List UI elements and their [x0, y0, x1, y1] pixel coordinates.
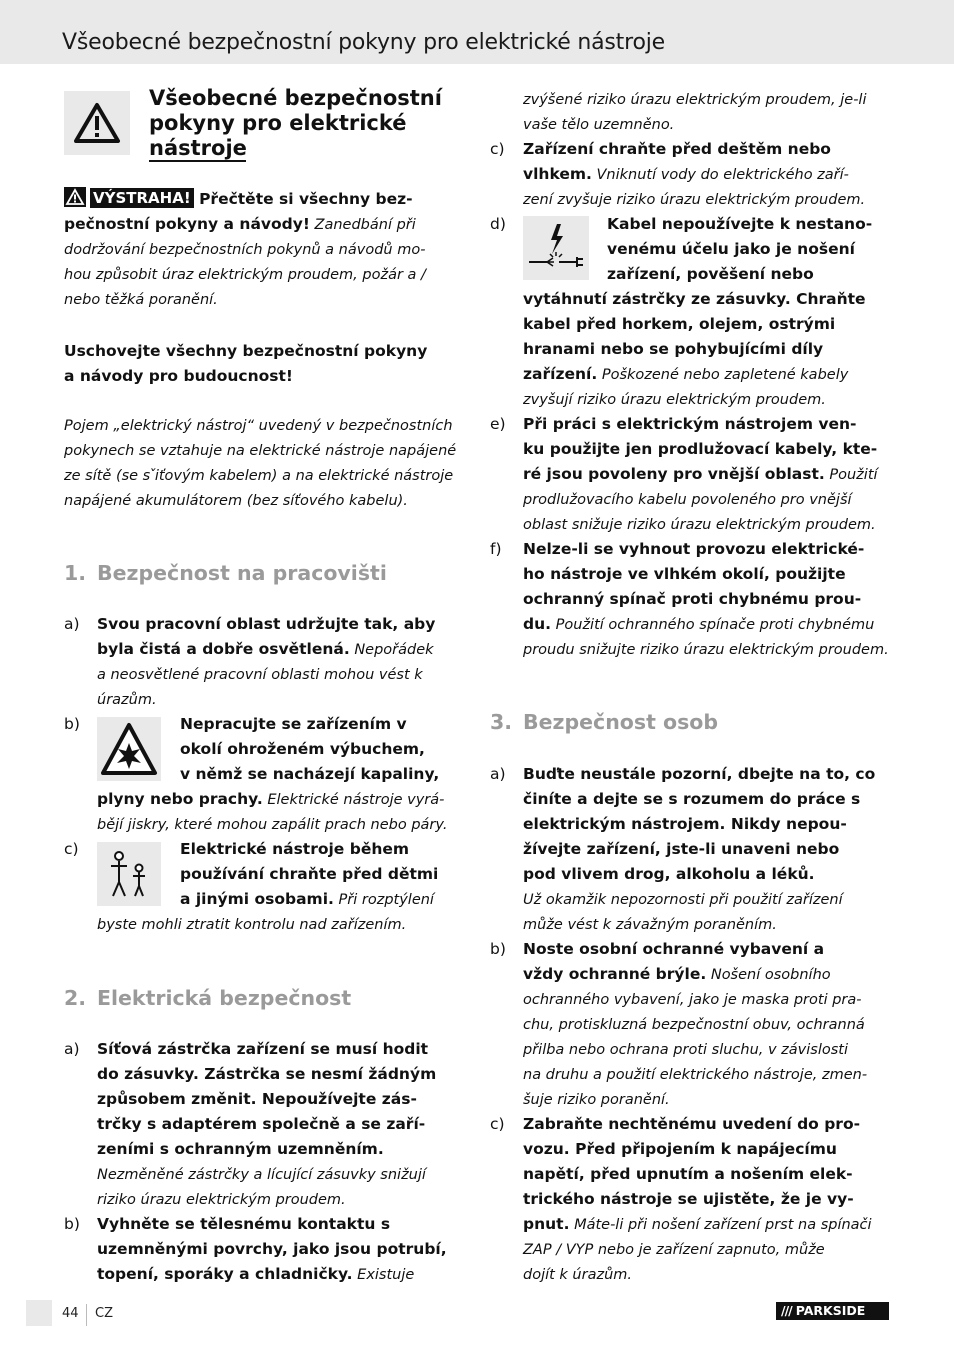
bold-text: vždy ochranné brýle. — [523, 965, 707, 983]
item-label: c) — [490, 1115, 505, 1133]
bold-text: Zařízení chraňte před deštěm nebo — [523, 140, 831, 158]
text-line — [180, 712, 470, 737]
text-line — [607, 262, 897, 287]
definition-paragraph — [64, 414, 464, 514]
italic-text: prodlužovacího kabelu povoleného pro vnější — [523, 492, 852, 508]
italic-text: Použití — [824, 467, 878, 483]
intro-heading-line: pokyny pro elektrické — [149, 111, 407, 135]
italic-text: oblast snižuje riziko úrazu elektrickým proudem. — [523, 517, 876, 533]
section-heading-1 — [64, 561, 387, 585]
item-label: c) — [64, 840, 79, 858]
text-line — [97, 812, 467, 838]
logo-stripes: /// — [781, 1303, 792, 1318]
italic-text: Při rozptýlení — [333, 892, 434, 908]
text-line — [523, 587, 893, 612]
italic-text: Použití ochranného spínače proti chybnému — [551, 617, 875, 633]
text-line — [523, 637, 893, 663]
text-line — [523, 1212, 893, 1238]
italic-text: Vniknutí vody do elektrického zaří- — [591, 167, 849, 183]
bold-text: plyny nebo prachy. — [97, 790, 263, 808]
italic-text: úrazům. — [97, 692, 157, 708]
text-line — [523, 162, 893, 188]
bold-text: ochranný spínač proti chybnému prou- — [523, 590, 862, 608]
section-number: 2. — [64, 986, 87, 1010]
bold-text: činíte a dejte se s rozumem do práce s — [523, 790, 861, 808]
text-line — [180, 887, 470, 913]
item-label: c) — [490, 140, 505, 158]
italic-text: byste mohli ztratit kontrolu nad zařízením. — [97, 917, 407, 933]
page-number: 44 — [62, 1306, 79, 1321]
text-line — [523, 362, 893, 388]
bold-text: Nelze-li se vyhnout provozu elektrické- — [523, 540, 865, 558]
text-line — [180, 737, 470, 762]
bold-text: vozu. Před připojením k napájecímu — [523, 1140, 837, 1158]
bold-text: Přečtěte si všechny bez- — [193, 190, 413, 208]
bold-text: ku použijte jen prodlužovací kabely, kte- — [523, 440, 878, 458]
italic-text: Zanedbání při — [309, 217, 416, 233]
text-line — [97, 687, 467, 713]
text-line — [523, 837, 893, 862]
bold-text: pnut. — [523, 1215, 570, 1233]
text-line — [523, 812, 893, 837]
bold-text: venému účelu jako je nošení — [607, 240, 855, 258]
text-line — [523, 612, 893, 638]
bold-text: topení, sporáky a chladničky. — [97, 1265, 353, 1283]
bold-text: Zabraňte nechtěnému uvedení do pro- — [523, 1115, 861, 1133]
italic-text: dodržování bezpečnostních pokynů a návodů mo- — [64, 242, 426, 258]
text-line — [523, 112, 893, 138]
text-line — [523, 487, 893, 513]
text-line — [523, 962, 893, 988]
text-line — [523, 337, 893, 362]
text-line — [523, 312, 893, 337]
italic-text: chu, protiskluzná bezpečnostní obuv, ochranná — [523, 1017, 865, 1033]
italic-text: může vést k závažným poraněním. — [523, 917, 777, 933]
italic-text: Poškozené nebo zapletené kabely — [597, 367, 849, 383]
text-line — [607, 237, 897, 262]
item-label: b) — [64, 1215, 80, 1233]
text-line — [64, 212, 464, 238]
intro-heading-line: Všeobecné bezpečnostní — [149, 86, 442, 110]
bold-text: trického nástroje se ujistěte, že je vy- — [523, 1190, 854, 1208]
bold-text: žívejte zařízení, jste-li unaveni nebo — [523, 840, 840, 858]
text-line — [97, 637, 467, 663]
text-line — [64, 262, 464, 288]
keep-children-away-icon — [97, 842, 161, 906]
text-line — [523, 987, 893, 1013]
intro-heading-line: nástroje — [149, 136, 247, 160]
logo-text: PARKSIDE — [795, 1303, 866, 1318]
intro-heading — [149, 86, 442, 161]
italic-text: šuje riziko poranění. — [523, 1092, 670, 1108]
italic-text: zvýšené riziko úrazu elektrickým proudem, je-li — [523, 92, 867, 108]
bold-text: du. — [523, 615, 552, 633]
warning-line — [64, 187, 413, 212]
text-line — [97, 1162, 467, 1188]
text-line — [97, 1037, 467, 1062]
section-heading-3 — [490, 710, 719, 734]
text-line — [523, 787, 893, 812]
italic-text: nebo těžká poranění. — [64, 292, 218, 308]
bold-text: Elektrické nástroje během — [180, 840, 410, 858]
warning-triangle-icon — [64, 187, 86, 207]
definition-line: napájené akumulátorem (bez síťového kabelu). — [64, 493, 408, 509]
italic-text: hou způsobit úraz elektrickým proudem, požár a / — [64, 267, 426, 283]
language-code: CZ — [95, 1306, 113, 1321]
bold-text: Svou pracovní oblast udržujte tak, aby — [97, 615, 436, 633]
bold-text: a jinými osobami. — [180, 890, 334, 908]
bold-text: Kabel nepoužívejte k nestano- — [607, 215, 873, 233]
bold-text: vytáhnutí zástrčky ze zásuvky. Chraňte — [523, 290, 866, 308]
text-line — [97, 612, 467, 637]
text-line — [97, 1087, 467, 1112]
bold-text: zeními s ochranným uzemněním. — [97, 1140, 384, 1158]
bold-text: Vyhněte se tělesnému kontaktu s — [97, 1215, 391, 1233]
intro-heading-underline — [149, 160, 246, 162]
section-title: Bezpečnost osob — [523, 710, 719, 734]
bold-text: elektrickým nástrojem. Nikdy nepou- — [523, 815, 847, 833]
text-line — [64, 237, 464, 263]
bold-text: pod vlivem drog, alkoholu a léků. — [523, 865, 815, 883]
italic-text: Už okamžik nepozornosti při použití zařízení — [523, 892, 843, 908]
item-label: b) — [64, 715, 80, 733]
text-line — [97, 1062, 467, 1087]
section-heading-2 — [64, 986, 352, 1010]
italic-text: proudu snižujte riziko úrazu elektrickým proudem. — [523, 642, 889, 658]
page-header — [0, 0, 954, 64]
section-number: 3. — [490, 710, 513, 734]
text-line — [523, 762, 893, 787]
bold-text: v němž se nacházejí kapaliny, — [180, 765, 440, 783]
text-line — [180, 762, 470, 787]
page-title: Všeobecné bezpečnostní pokyny pro elektrické nástroje — [62, 30, 665, 55]
warning-icon — [64, 91, 130, 155]
warning-badge: VÝSTRAHA! — [90, 188, 194, 208]
text-line — [523, 187, 893, 213]
text-line — [523, 1237, 893, 1263]
italic-text: vaše tělo uzemněno. — [523, 117, 675, 133]
text-line — [97, 1237, 467, 1262]
item-label: b) — [490, 940, 506, 958]
explosion-icon — [97, 717, 161, 781]
bold-text: uzemněnými povrchy, jako jsou potrubí, — [97, 1240, 447, 1258]
text-line — [523, 1137, 893, 1162]
definition-line: ze sítě (se s ̌iťovým kabelem) a na elektrické nástroje — [64, 468, 454, 484]
text-line — [523, 1112, 893, 1137]
section-number: 1. — [64, 561, 87, 585]
italic-text: Existuje — [352, 1267, 415, 1283]
bold-text: pečnostní pokyny a návody! — [64, 215, 310, 233]
text-line — [97, 1137, 467, 1162]
bold-text: Při práci s elektrickým nástrojem ven- — [523, 415, 857, 433]
text-line — [523, 862, 893, 887]
cable-damage-icon — [523, 216, 589, 280]
italic-text: ZAP / VYP nebo je zařízení zapnuto, může — [523, 1242, 825, 1258]
text-line — [97, 1262, 467, 1288]
italic-text: riziko úrazu elektrickým proudem. — [97, 1192, 346, 1208]
bold-text: hranami nebo se pohybujícími díly — [523, 340, 824, 358]
text-line — [523, 437, 893, 462]
text-line — [523, 1162, 893, 1187]
bold-text: ré jsou povoleny pro vnější oblast. — [523, 465, 825, 483]
section-title: Bezpečnost na pracovišti — [97, 561, 387, 585]
italic-text: bějí jiskry, které mohou zapálit prach nebo páry. — [97, 817, 448, 833]
text-line — [523, 1012, 893, 1038]
text-line — [97, 1212, 467, 1237]
item-label: a) — [64, 615, 80, 633]
bold-text: okolí ohroženém výbuchem, — [180, 740, 425, 758]
text-line — [523, 1062, 893, 1088]
bold-text: Síťová zástrčka zařízení se musí hodit — [97, 1040, 429, 1058]
text-line — [523, 1262, 893, 1288]
text-line — [607, 212, 897, 237]
bold-text: způsobem změnit. Nepoužívejte zás- — [97, 1090, 417, 1108]
text-line — [180, 862, 470, 887]
text-line — [97, 662, 467, 688]
bold-text: ho nástroje ve vlhkém okolí, použijte — [523, 565, 846, 583]
italic-text: zvyšují riziko úrazu elektrickým proudem. — [523, 392, 826, 408]
footer-marker — [26, 1300, 52, 1326]
bold-text: Nepracujte se zařízením v — [180, 715, 407, 733]
italic-text: Nepořádek — [349, 642, 434, 658]
italic-text: přilba nebo ochrana proti sluchu, v závislosti — [523, 1042, 849, 1058]
bold-text: vlhkem. — [523, 165, 592, 183]
italic-text: Nezměněné zástrčky a lícující zásuvky snižují — [97, 1167, 426, 1183]
bold-text: Buďte neustále pozorní, dbejte na to, co — [523, 765, 876, 783]
bold-text: zařízení. — [523, 365, 598, 383]
text-line — [523, 1087, 893, 1113]
item-label: f) — [490, 540, 502, 558]
text-line — [523, 937, 893, 962]
italic-text: na druhu a použití elektrického nástroje, zmen- — [523, 1067, 868, 1083]
text-line — [523, 512, 893, 538]
italic-text: Nošení osobního — [706, 967, 831, 983]
keep-instructions — [64, 339, 464, 389]
italic-text: dojít k úrazům. — [523, 1267, 633, 1283]
text-line — [523, 887, 893, 913]
keep-line: a návody pro budoucnost! — [64, 367, 293, 385]
definition-line: pokynech se vztahuje na elektrické nástroje napájené — [64, 443, 457, 459]
text-line — [523, 287, 893, 312]
bold-text: napětí, před upnutím a nošením elek- — [523, 1165, 853, 1183]
definition-line: Pojem „elektrický nástroj“ uvedený v bezpečnostních — [64, 418, 453, 434]
text-line — [97, 1187, 467, 1213]
text-line — [180, 837, 470, 862]
text-line — [64, 287, 464, 313]
bold-text: kabel před horkem, olejem, ostrými — [523, 315, 836, 333]
text-line — [523, 537, 893, 562]
text-line — [97, 1112, 467, 1137]
text-line — [523, 912, 893, 938]
text-line — [523, 137, 893, 162]
bold-text: byla čistá a dobře osvětlená. — [97, 640, 350, 658]
text-line — [523, 87, 893, 113]
text-line — [523, 387, 893, 413]
text-line — [523, 462, 893, 488]
text-line — [97, 912, 467, 938]
item-label: a) — [64, 1040, 80, 1058]
text-line — [523, 562, 893, 587]
item-label: a) — [490, 765, 506, 783]
text-line — [523, 1037, 893, 1063]
italic-text: Elektrické nástroje vyrá- — [262, 792, 445, 808]
text-line — [97, 787, 467, 813]
bold-text: trčky s adaptérem společně a se zaří- — [97, 1115, 426, 1133]
item-label: e) — [490, 415, 506, 433]
text-line — [523, 1187, 893, 1212]
italic-text: Máte-li při nošení zařízení prst na spínači — [569, 1217, 872, 1233]
italic-text: zení zvyšuje riziko úrazu elektrickým proudem. — [523, 192, 866, 208]
footer-divider — [86, 1304, 87, 1326]
section-title: Elektrická bezpečnost — [97, 986, 352, 1010]
bold-text: do zásuvky. Zástrčka se nesmí žádným — [97, 1065, 437, 1083]
keep-line: Uschovejte všechny bezpečnostní pokyny — [64, 342, 428, 360]
italic-text: ochranného vybavení, jako je maska proti pra- — [523, 992, 862, 1008]
item-label: d) — [490, 215, 506, 233]
parkside-logo — [776, 1302, 889, 1320]
text-line — [523, 412, 893, 437]
italic-text: a neosvětlené pracovní oblasti mohou vést k — [97, 667, 423, 683]
bold-text: zařízení, pověšení nebo — [607, 265, 814, 283]
bold-text: používání chraňte před dětmi — [180, 865, 439, 883]
bold-text: Noste osobní ochranné vybavení a — [523, 940, 825, 958]
